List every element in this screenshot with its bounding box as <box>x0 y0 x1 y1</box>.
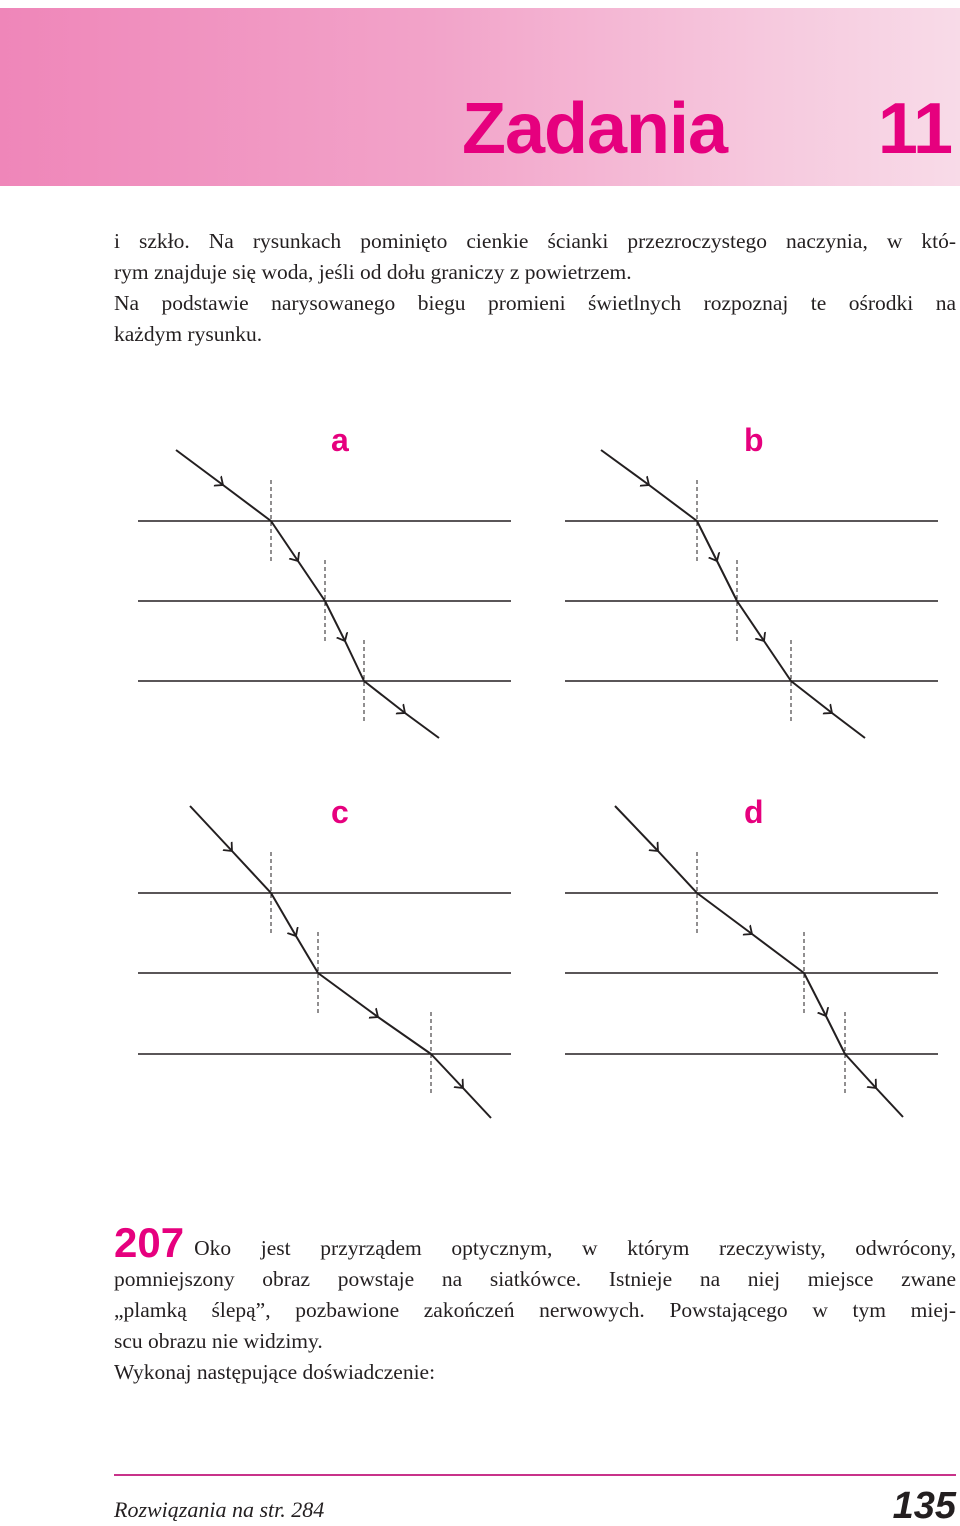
light-ray <box>190 806 491 1118</box>
figure-label-a: a <box>331 422 349 458</box>
light-ray <box>176 450 439 738</box>
footer-divider <box>114 1474 956 1476</box>
figure-c <box>138 806 511 1118</box>
intro-line: Na podstawie narysowanego biegu promieni świetlnych rozpoznaj te ośrodki na <box>114 291 956 315</box>
solutions-reference: Rozwiązania na str. 284 <box>114 1497 325 1522</box>
task-line: „plamką ślepą”, pozbawione zakończeń nerwowych. Powstającego w tym miej- <box>114 1298 956 1322</box>
figure-b <box>565 450 938 738</box>
task-line: Wykonaj następujące doświadczenie: <box>114 1360 436 1384</box>
figure-label-d: d <box>744 794 764 830</box>
task-line: pomniejszony obraz powstaje na siatkówce. Istnieje na niej miejsce zwane <box>114 1267 956 1291</box>
figure-label-c: c <box>331 794 349 830</box>
intro-line: i szkło. Na rysunkach pominięto cienkie ścianki przezroczystego naczynia, w któ- <box>114 229 956 253</box>
chapter-number: 11 <box>877 89 952 169</box>
figure-label-b: b <box>744 422 764 458</box>
figure-a <box>138 450 511 738</box>
intro-line: każdym rysunku. <box>114 322 263 346</box>
task-number: 207 <box>114 1219 185 1266</box>
task-line: Oko jest przyrządem optycznym, w którym rzeczywisty, odwrócony, <box>194 1236 956 1260</box>
light-ray <box>615 806 903 1117</box>
task-207 <box>114 1219 956 1388</box>
chapter-title: Zadania <box>462 89 728 169</box>
intro-line: rym znajduje się woda, jeśli od dołu graniczy z powietrzem. <box>114 260 632 284</box>
task-line: scu obrazu nie widzimy. <box>114 1329 323 1353</box>
task-line-first <box>114 1219 956 1266</box>
light-ray <box>601 450 865 738</box>
page-number: 135 <box>892 1485 956 1526</box>
figure-d <box>565 806 938 1117</box>
